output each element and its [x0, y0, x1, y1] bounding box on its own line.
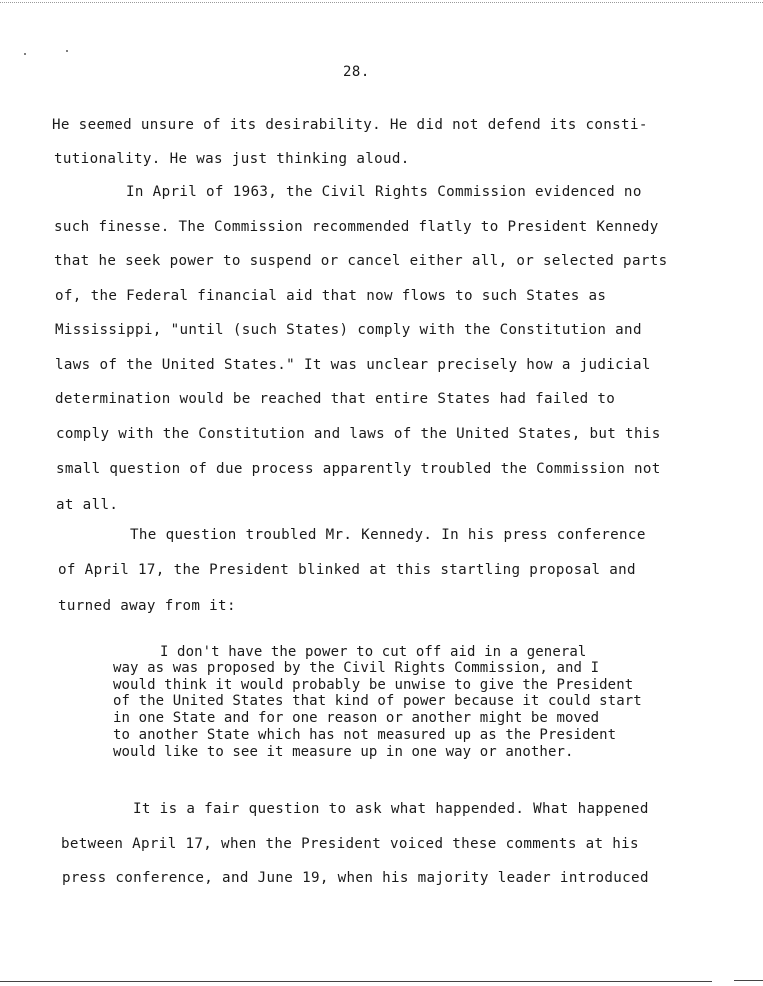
scan-speck: [66, 50, 68, 52]
bottom-edge-rule-right: [734, 980, 763, 981]
body-line: between April 17, when the President voiced these comments at his: [61, 836, 639, 852]
bottom-edge-rule: [0, 981, 712, 982]
body-line: of, the Federal financial aid that now flows to such States as: [55, 288, 607, 304]
quote-line: in one State and for one reason or another might be moved: [113, 710, 600, 726]
body-line: determination would be reached that entire States had failed to: [55, 391, 616, 407]
body-line: He seemed unsure of its desirability. He did not defend its consti-: [52, 117, 648, 133]
body-line: Mississippi, "until (such States) comply with the Constitution and: [55, 322, 642, 338]
top-edge-divider: [0, 2, 763, 3]
quote-line: way as was proposed by the Civil Rights Commission, and I: [113, 660, 600, 676]
quote-line: to another State which has not measured up as the President: [113, 727, 617, 743]
body-line: laws of the United States." It was unclear precisely how a judicial: [55, 357, 651, 373]
body-line: such finesse. The Commission recommended flatly to President Kennedy: [54, 219, 659, 235]
quote-line: I don't have the power to cut off aid in a general: [160, 644, 587, 660]
body-line: turned away from it:: [58, 598, 236, 614]
body-line: of April 17, the President blinked at this startling proposal and: [58, 562, 636, 578]
quote-line: would like to see it measure up in one way or another.: [113, 744, 574, 760]
body-line: comply with the Constitution and laws of the United States, but this: [56, 426, 661, 442]
body-line: It is a fair question to ask what happended. What happened: [133, 801, 649, 817]
body-line: that he seek power to suspend or cancel either all, or selected parts: [54, 253, 668, 269]
body-line: In April of 1963, the Civil Rights Commission evidenced no: [126, 184, 642, 200]
body-line: small question of due process apparently troubled the Commission not: [56, 461, 661, 477]
quote-line: of the United States that kind of power because it could start: [113, 693, 642, 709]
body-line: at all.: [56, 497, 119, 513]
body-line: tutionality. He was just thinking aloud.: [54, 151, 410, 167]
quote-line: would think it would probably be unwise to give the President: [113, 677, 634, 693]
scan-speck: [24, 53, 26, 55]
page-number: 28.: [343, 64, 370, 80]
body-line: The question troubled Mr. Kennedy. In his press conference: [130, 527, 646, 543]
body-line: press conference, and June 19, when his majority leader introduced: [62, 870, 649, 886]
